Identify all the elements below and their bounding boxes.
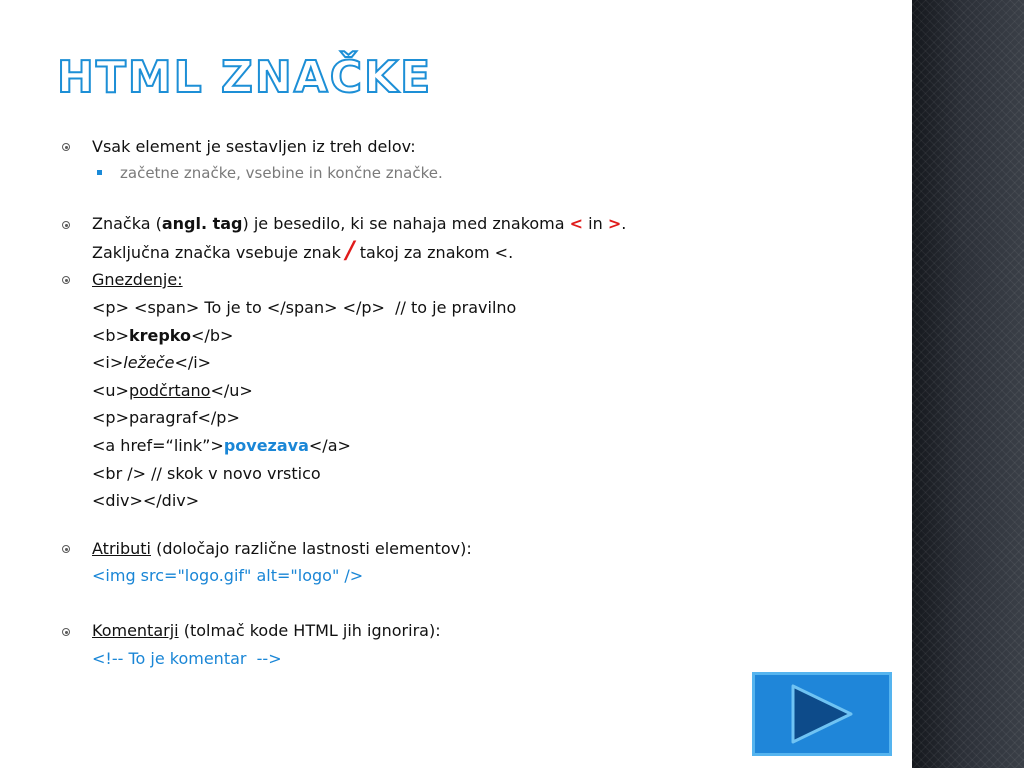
text: ) je besedilo, ki se nahaja med znakoma (242, 214, 570, 233)
bullet-text-tag-line2 (92, 236, 514, 264)
red-slash: / (345, 236, 355, 264)
bullet-text-tag-line1 (92, 214, 626, 234)
attributes-code: <img src="logo.gif" alt="logo" /> (92, 566, 364, 585)
italic-example: ležeče (123, 353, 175, 372)
text: in (583, 214, 608, 233)
comments-line (92, 621, 441, 641)
red-less-than: < (569, 214, 584, 233)
tag: <a href=“link”> (92, 436, 224, 455)
decorative-side-panel (912, 0, 1024, 768)
comments-desc: (tolmač kode HTML jih ignorira): (178, 621, 441, 640)
sub-bullet-text: začetne značke, vsebine in končne značke. (120, 164, 443, 182)
tag: </b> (191, 326, 234, 345)
nesting-label: Gnezdenje: (92, 270, 183, 289)
play-triangle-icon (755, 675, 889, 753)
bold-term: angl. tag (161, 214, 243, 233)
code-line-link (92, 436, 351, 456)
comments-label: Komentarji (92, 621, 179, 640)
text: Značka ( (92, 214, 162, 233)
bullet-icon (62, 143, 70, 151)
slide-title: HTML ZNAČKE (57, 52, 433, 103)
attributes-line (92, 539, 472, 559)
tag: <i> (92, 353, 124, 372)
code-line-paragraph: <p>paragraf</p> (92, 408, 240, 427)
code-line-div: <div></div> (92, 491, 200, 510)
text: Zaključna značka vsebuje znak (92, 243, 346, 262)
text: takoj za znakom <. (354, 243, 514, 262)
attributes-label: Atributi (92, 539, 151, 558)
code-line-break: <br /> // skok v novo vrstico (92, 464, 321, 483)
bold-example: krepko (128, 326, 192, 345)
tag: </i> (174, 353, 212, 372)
next-slide-button[interactable] (752, 672, 892, 756)
bullet-icon (62, 221, 70, 229)
tag: <b> (92, 326, 129, 345)
code-line-italic (92, 353, 211, 373)
tag: </a> (308, 436, 351, 455)
square-bullet-icon (97, 170, 102, 175)
attributes-desc: (določajo različne lastnosti elementov): (150, 539, 472, 558)
code-line-span: <p> <span> To je to </span> </p> // to je pravilno (92, 298, 517, 317)
bullet-icon (62, 545, 70, 553)
bullet-icon (62, 628, 70, 636)
code-line-underline (92, 381, 253, 401)
tag: <u> (92, 381, 129, 400)
tag: </u> (210, 381, 253, 400)
text: . (621, 214, 627, 233)
underline-example: podčrtano (128, 381, 211, 400)
link-example: povezava (223, 436, 309, 455)
code-line-bold (92, 326, 233, 346)
bullet-text-elements: Vsak element je sestavljen iz treh delov: (92, 137, 416, 156)
red-greater-than: > (607, 214, 622, 233)
bullet-icon (62, 276, 70, 284)
comments-code: <!-- To je komentar --> (92, 649, 282, 668)
